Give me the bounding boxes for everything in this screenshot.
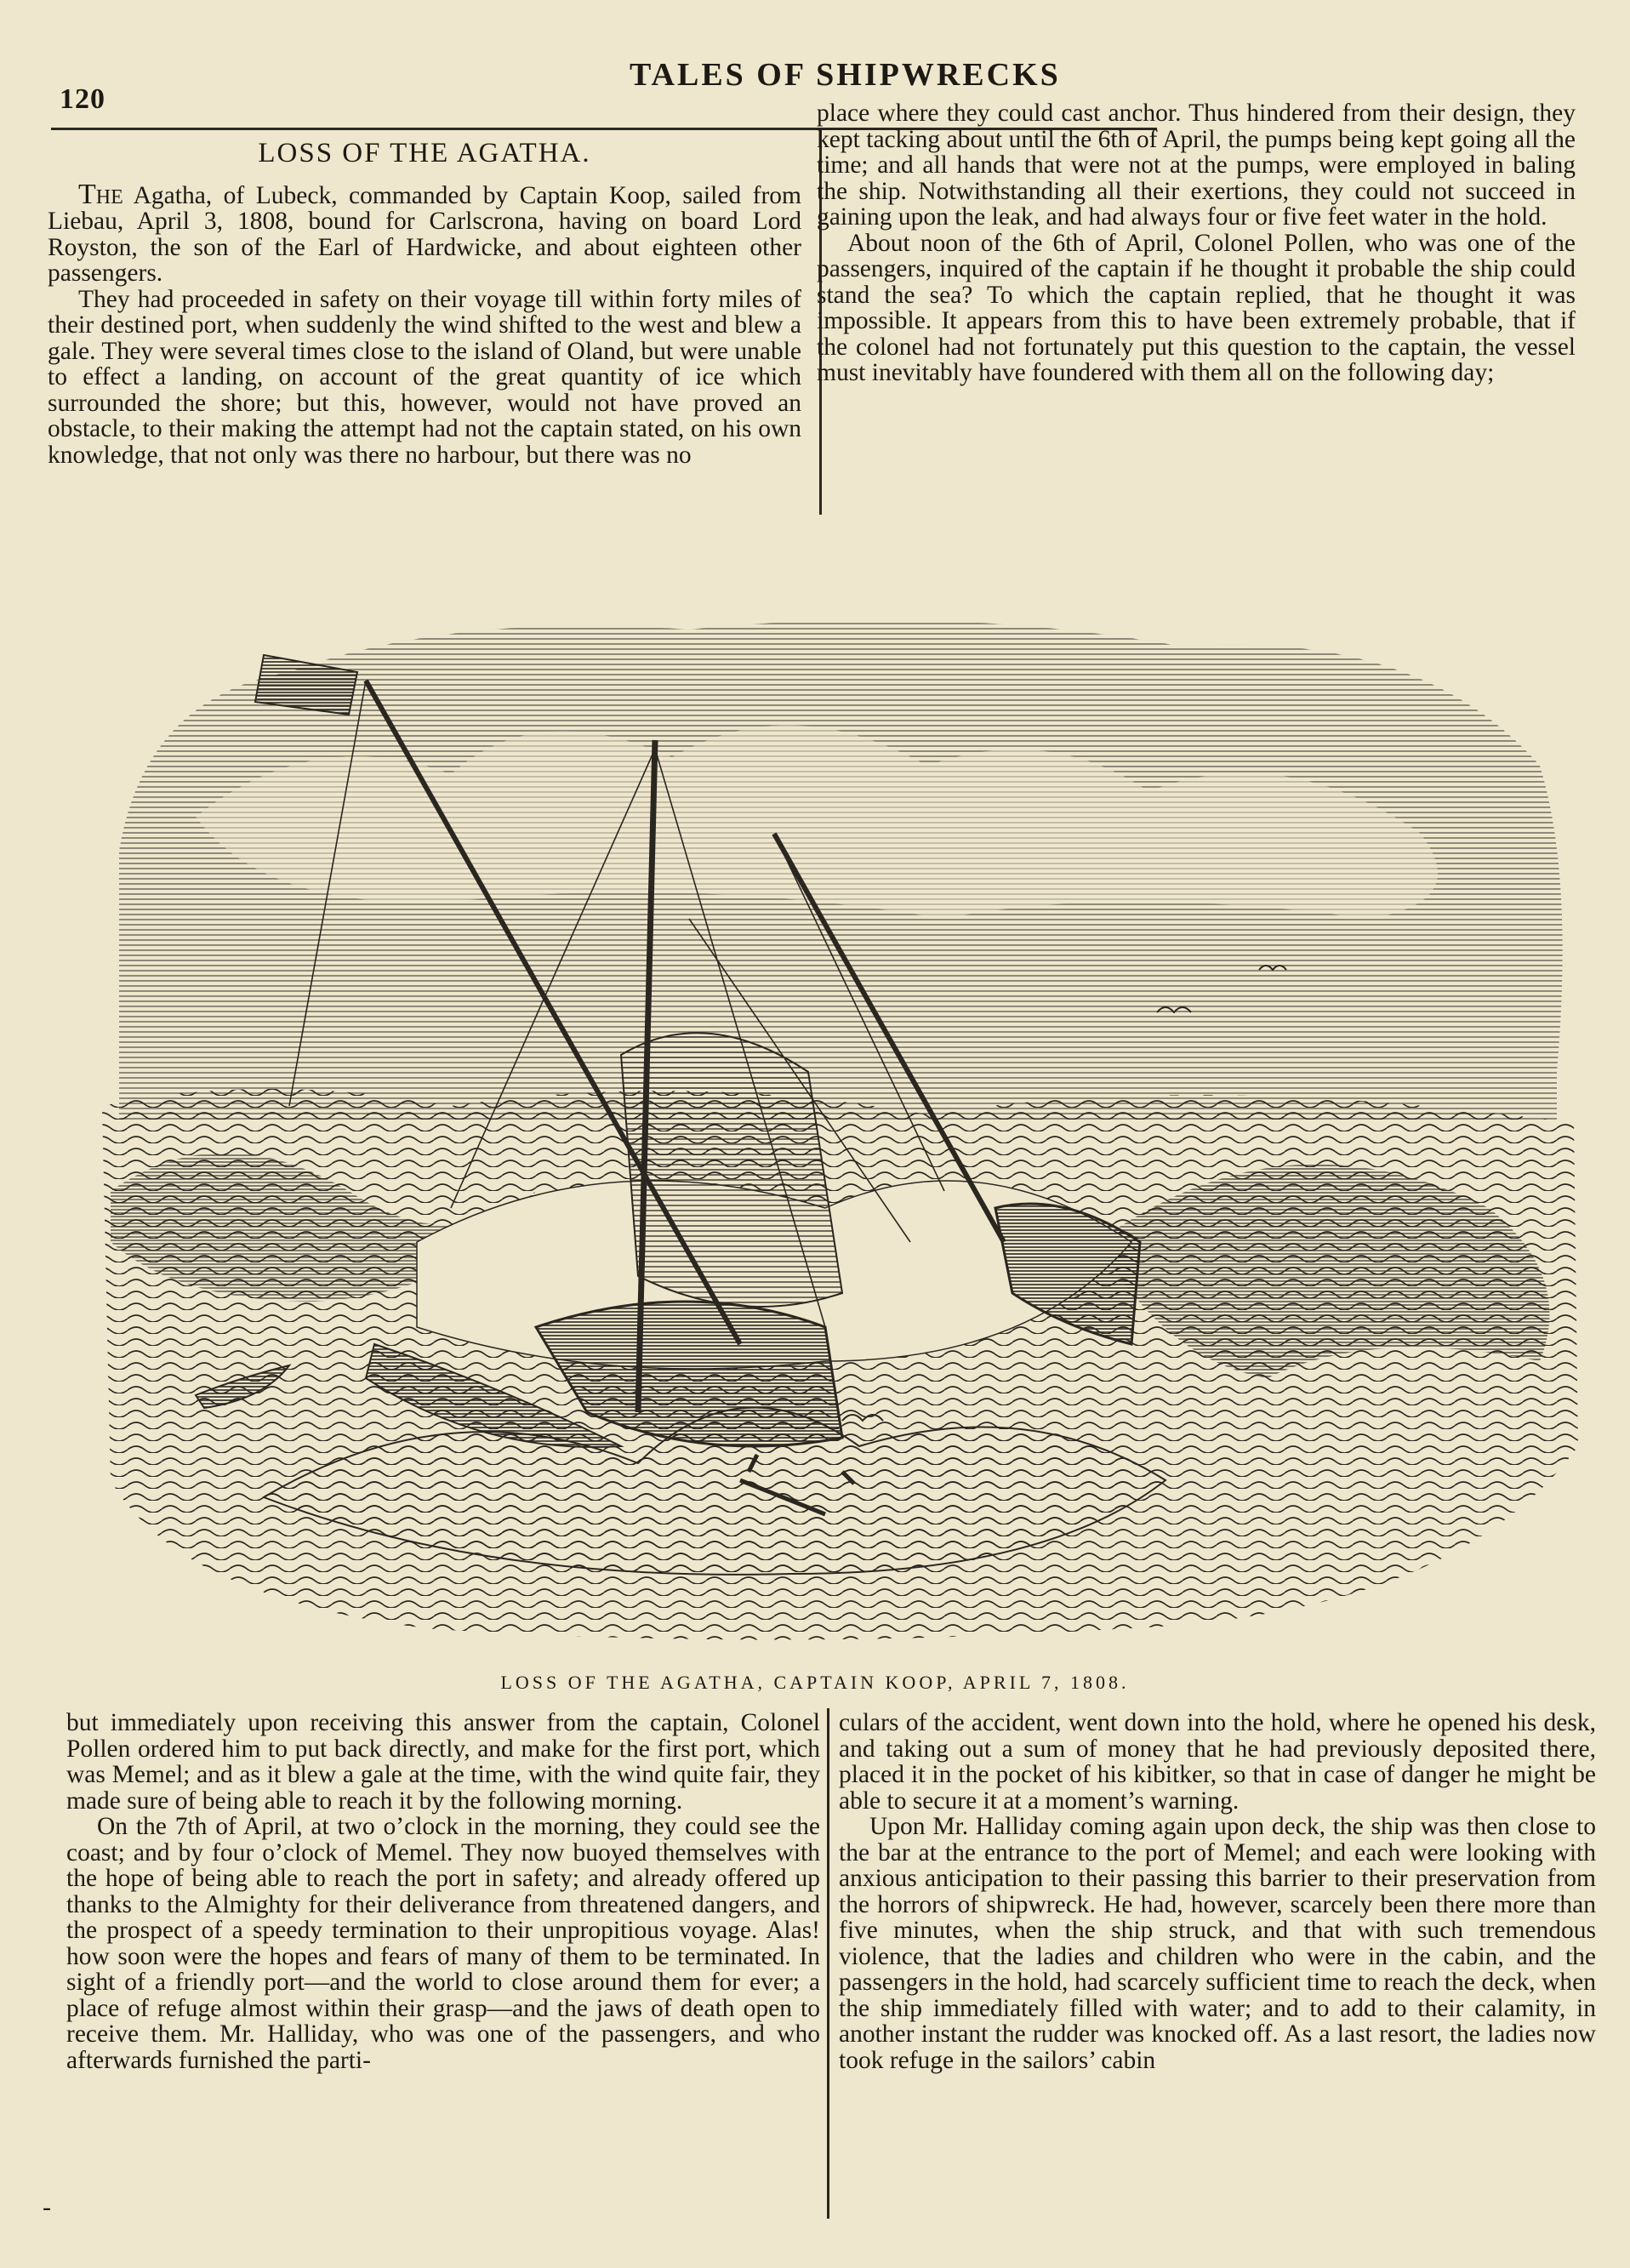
margin-mark: -: [43, 2193, 51, 2221]
column-bottom-left: [66, 1710, 820, 2073]
paragraph-1-text: Agatha, of Lubeck, commanded by Captain Koop, sailed from Liebau, April 3, 1808, bound for Carlscrona, having on board Lord Royston, the son of the Earl of Hardwicke, and about eighteen other passengers.: [48, 181, 801, 287]
paragraph-5: but immediately upon receiving this answer from the captain, Colonel Pollen ordered him to put back directly, and make for the first port, which was Memel; and as it blew a gale at the time, with the wind quite fair, they made sure of being able to reach it by the following morning.: [66, 1709, 820, 1815]
torn-sail: [621, 1033, 842, 1307]
dropcap-word: The: [78, 178, 123, 210]
shipwreck-engraving: [94, 595, 1591, 1650]
article-title: LOSS OF THE AGATHA.: [258, 138, 591, 168]
running-head: TALES OF SHIPWRECKS: [630, 57, 1061, 93]
paragraph-7: culars of the accident, went down into the hold, where he opened his desk, and taking out a sum of money that he had previously deposited there, placed it in the pocket of his kibitker, so that in case of danger he might be able to secure it at a moment’s warning.: [839, 1709, 1596, 1815]
paragraph-8: Upon Mr. Halliday coming again upon deck, the ship was then close to the bar at the entrance to the port of Memel; and each were looking with anxious anticipation to their passing this barrier to their preservation from the horrors of shipwreck. He had, however, scarcely been there more than five minutes, when the ship struck, and that with such tremendous violence, that the ladies and children who were in the cabin, and the passengers in the hold, had scarcely sufficient time to reach the deck, when the ship immediately filled with water; and to add to their calamity, in another instant the rudder was knocked off. As a last resort, the ladies now took refuge in the sailors’ cabin: [839, 1813, 1596, 2074]
paragraph-1: [48, 178, 801, 287]
column-bottom-right: [839, 1710, 1596, 2073]
column-top-left: [48, 140, 801, 468]
column-top-right: [817, 100, 1576, 386]
illustration-caption: LOSS OF THE AGATHA, CAPTAIN KOOP, APRIL 7, 1808.: [500, 1672, 1130, 1693]
page-number: 120: [60, 83, 105, 115]
paragraph-4: About noon of the 6th of April, Colonel Pollen, who was one of the passengers, inquired of the captain if he thought it probable the ship could stand the sea? To which the captain replied, that he thought it was impossible. It appears from this to have been extremely probable, that if the colonel had not fortunately put this question to the captain, the vessel must inevitably have foundered with them all on the following day;: [817, 229, 1576, 386]
paragraph-2: They had proceeded in safety on their voyage till within forty miles of their destined port, when suddenly the wind shifted to the west and blew a gale. They were several times close to the island of Oland, but were unable to effect a landing, on account of the great quantity of ice which surrounded the shore; but this, however, would not have proved an obstacle, to their making the attempt had not the captain stated, on his own knowledge, that not only was there no harbour, but there was no: [48, 285, 801, 469]
column-divider-bottom: [827, 1708, 829, 2219]
paragraph-6: On the 7th of April, at two o’clock in the morning, they could see the coast; and by four o’clock of Memel. They now buoyed themselves with the hope of being able to reach the port in safety; and already offered up thanks to the Almighty for their deliverance from threatened dangers, and the prospect of a speedy termination to their unpropitious voyage. Alas! how soon were the hopes and fears of many of them to be terminated. In sight of a friendly port—and the world to close around them for ever; a place of refuge almost within their grasp—and the jaws of death open to receive them. Mr. Halliday, who was one of the passengers, and who afterwards furnished the parti-: [66, 1813, 820, 2074]
paragraph-3: place where they could cast anchor. Thus hindered from their design, they kept tacking about until the 6th of April, the pumps being kept going all the time; and all hands that were not at the pumps, were employed in baling the ship. Notwithstanding all their exertions, they could not succeed in gaining upon the leak, and had always four or five feet water in the hold.: [817, 100, 1576, 231]
